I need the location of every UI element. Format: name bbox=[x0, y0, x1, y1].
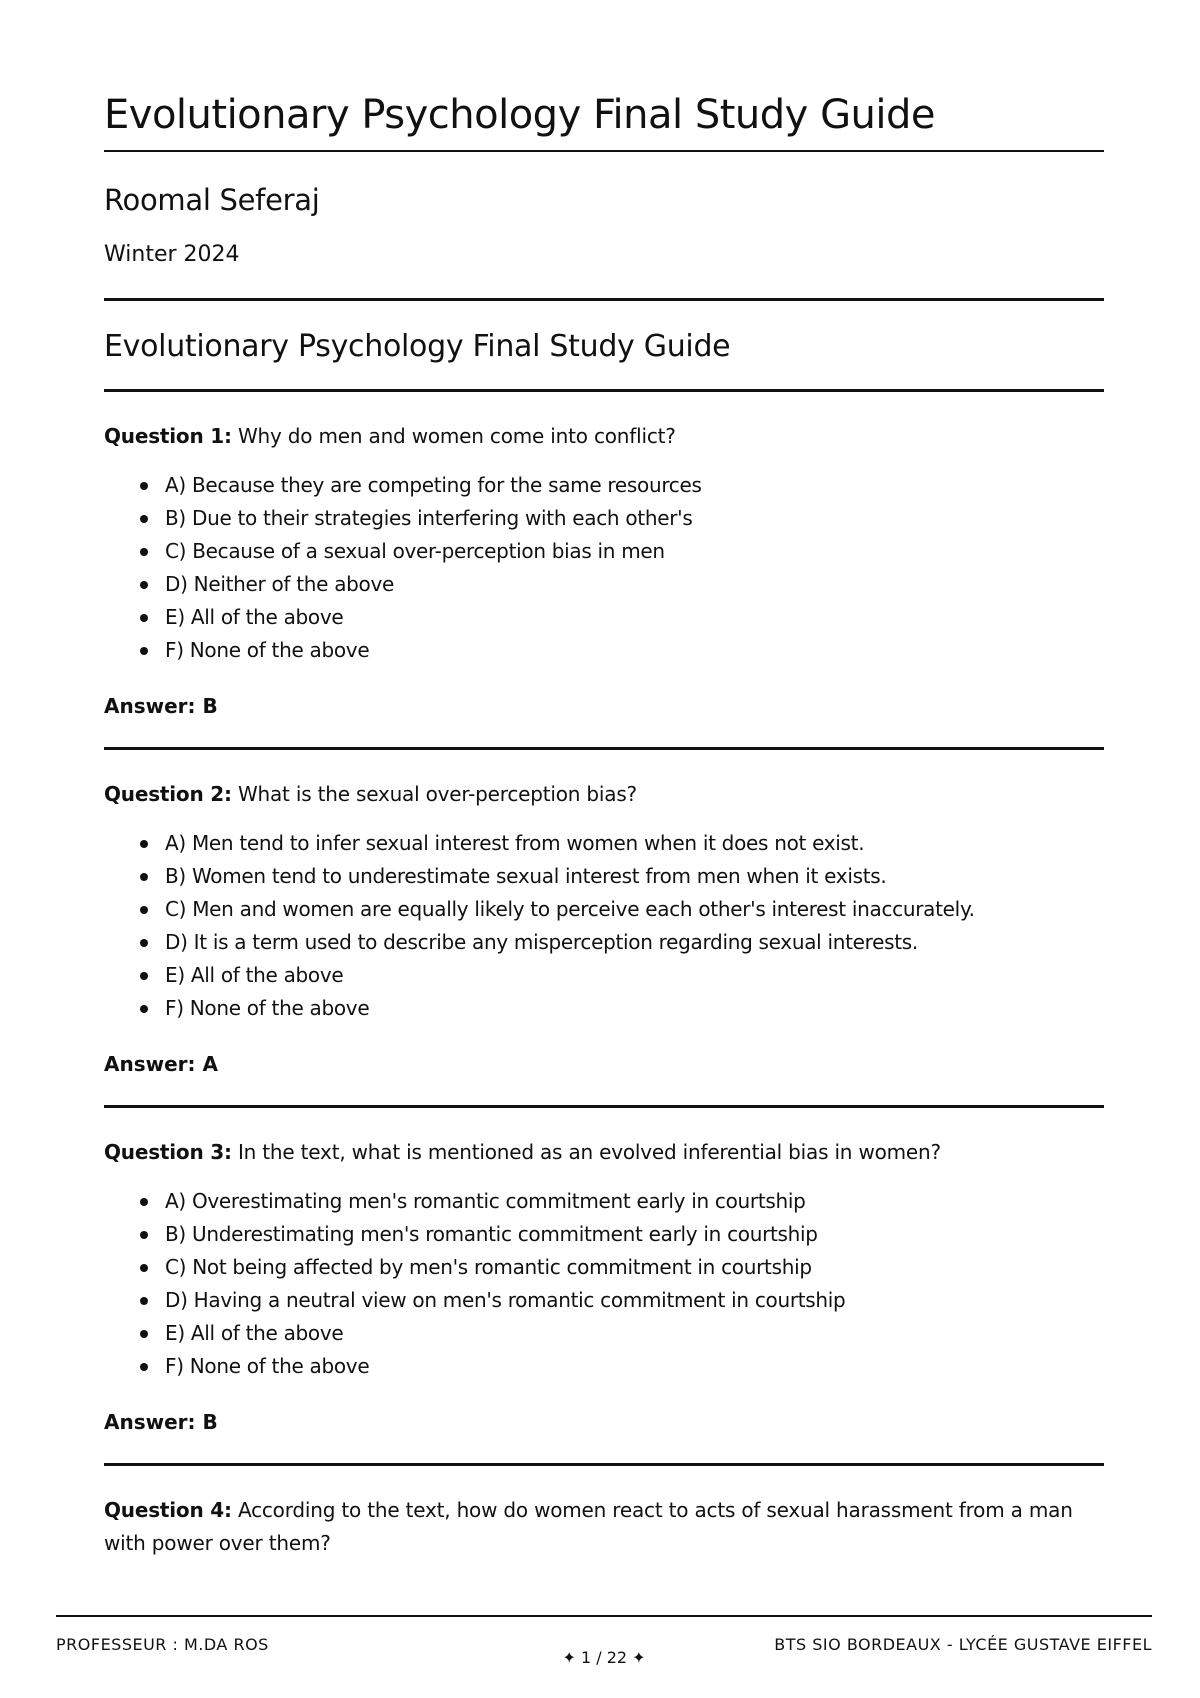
question-text bbox=[104, 1136, 1104, 1169]
option-item bbox=[140, 502, 1104, 535]
author-name: Roomal Seferaj bbox=[104, 183, 320, 217]
bullet-icon bbox=[140, 972, 148, 980]
bullet-icon bbox=[140, 906, 148, 914]
question-label: Question 2: bbox=[104, 782, 232, 806]
option-text: A) Because they are competing for the same resources bbox=[165, 473, 702, 497]
option-list bbox=[104, 827, 1104, 1025]
option-item bbox=[140, 827, 1104, 860]
option-text: F) None of the above bbox=[165, 996, 370, 1020]
bullet-icon bbox=[140, 614, 148, 622]
bullet-icon bbox=[140, 1297, 148, 1305]
bullet-icon bbox=[140, 647, 148, 655]
question-text bbox=[104, 1494, 1104, 1560]
question-label: Question 1: bbox=[104, 424, 232, 448]
option-item bbox=[140, 535, 1104, 568]
option-item bbox=[140, 1284, 1104, 1317]
footer-professor: PROFESSEUR : M.DA ROS bbox=[56, 1635, 269, 1654]
option-item bbox=[140, 992, 1104, 1025]
option-text: E) All of the above bbox=[165, 963, 344, 987]
option-item bbox=[140, 959, 1104, 992]
bullet-icon bbox=[140, 548, 148, 556]
option-text: F) None of the above bbox=[165, 1354, 370, 1378]
bullet-icon bbox=[140, 1264, 148, 1272]
bullet-icon bbox=[140, 1005, 148, 1013]
question-body: Why do men and women come into conflict? bbox=[237, 424, 676, 448]
question-text bbox=[104, 778, 1104, 811]
question-4 bbox=[104, 1466, 1104, 1560]
question-1 bbox=[104, 392, 1104, 721]
document-title: Evolutionary Psychology Final Study Guide bbox=[104, 92, 936, 138]
option-text: A) Men tend to infer sexual interest from women when it does not exist. bbox=[165, 831, 865, 855]
document-page bbox=[104, 80, 1104, 1576]
option-item bbox=[140, 469, 1104, 502]
bullet-icon bbox=[140, 1231, 148, 1239]
question-2 bbox=[104, 750, 1104, 1079]
option-item bbox=[140, 893, 1104, 926]
footer-school: BTS SIO BORDEAUX - LYCÉE GUSTAVE EIFFEL bbox=[774, 1635, 1152, 1654]
option-item bbox=[140, 1317, 1104, 1350]
question-body: In the text, what is mentioned as an evolved inferential bias in women? bbox=[237, 1140, 941, 1164]
bullet-icon bbox=[140, 1363, 148, 1371]
option-item bbox=[140, 1350, 1104, 1383]
option-list bbox=[104, 1185, 1104, 1383]
bullet-icon bbox=[140, 1198, 148, 1206]
bullet-icon bbox=[140, 482, 148, 490]
question-3 bbox=[104, 1108, 1104, 1437]
option-list bbox=[104, 469, 1104, 667]
option-item bbox=[140, 860, 1104, 893]
question-body: According to the text, how do women react to acts of sexual harassment from a man with power over them? bbox=[104, 1498, 1073, 1555]
option-text: C) Men and women are equally likely to perceive each other's interest inaccurately. bbox=[165, 897, 975, 921]
option-text: E) All of the above bbox=[165, 605, 344, 629]
answer-label: Answer: B bbox=[104, 694, 218, 718]
option-item bbox=[140, 601, 1104, 634]
option-text: B) Due to their strategies interfering with each other's bbox=[165, 506, 693, 530]
title-divider bbox=[104, 150, 1104, 152]
option-text: E) All of the above bbox=[165, 1321, 344, 1345]
bullet-icon bbox=[140, 840, 148, 848]
footer-divider bbox=[56, 1615, 1152, 1617]
option-text: D) It is a term used to describe any misperception regarding sexual interests. bbox=[165, 930, 918, 954]
option-text: A) Overestimating men's romantic commitment early in courtship bbox=[165, 1189, 806, 1213]
option-text: F) None of the above bbox=[165, 638, 370, 662]
question-label: Question 4: bbox=[104, 1498, 232, 1522]
question-body: What is the sexual over-perception bias? bbox=[237, 782, 637, 806]
option-item bbox=[140, 1251, 1104, 1284]
option-text: C) Not being affected by men's romantic commitment in courtship bbox=[165, 1255, 812, 1279]
bullet-icon bbox=[140, 939, 148, 947]
question-text bbox=[104, 420, 1104, 453]
option-text: D) Having a neutral view on men's romantic commitment in courtship bbox=[165, 1288, 846, 1312]
option-item bbox=[140, 568, 1104, 601]
answer-label: Answer: B bbox=[104, 1410, 218, 1434]
option-text: C) Because of a sexual over-perception bias in men bbox=[165, 539, 665, 563]
bullet-icon bbox=[140, 581, 148, 589]
option-item bbox=[140, 926, 1104, 959]
bullet-icon bbox=[140, 515, 148, 523]
option-text: D) Neither of the above bbox=[165, 572, 395, 596]
question-label: Question 3: bbox=[104, 1140, 232, 1164]
bullet-icon bbox=[140, 873, 148, 881]
page-footer bbox=[56, 1615, 1152, 1667]
option-text: B) Underestimating men's romantic commitment early in courtship bbox=[165, 1222, 818, 1246]
option-item bbox=[140, 634, 1104, 667]
answer-label: Answer: A bbox=[104, 1052, 218, 1076]
term-label: Winter 2024 bbox=[104, 242, 240, 267]
page-number: ✦ 1 / 22 ✦ bbox=[562, 1648, 646, 1667]
option-item bbox=[140, 1218, 1104, 1251]
option-item bbox=[140, 1185, 1104, 1218]
section-title: Evolutionary Psychology Final Study Guide bbox=[104, 329, 731, 364]
option-text: B) Women tend to underestimate sexual interest from men when it exists. bbox=[165, 864, 887, 888]
bullet-icon bbox=[140, 1330, 148, 1338]
